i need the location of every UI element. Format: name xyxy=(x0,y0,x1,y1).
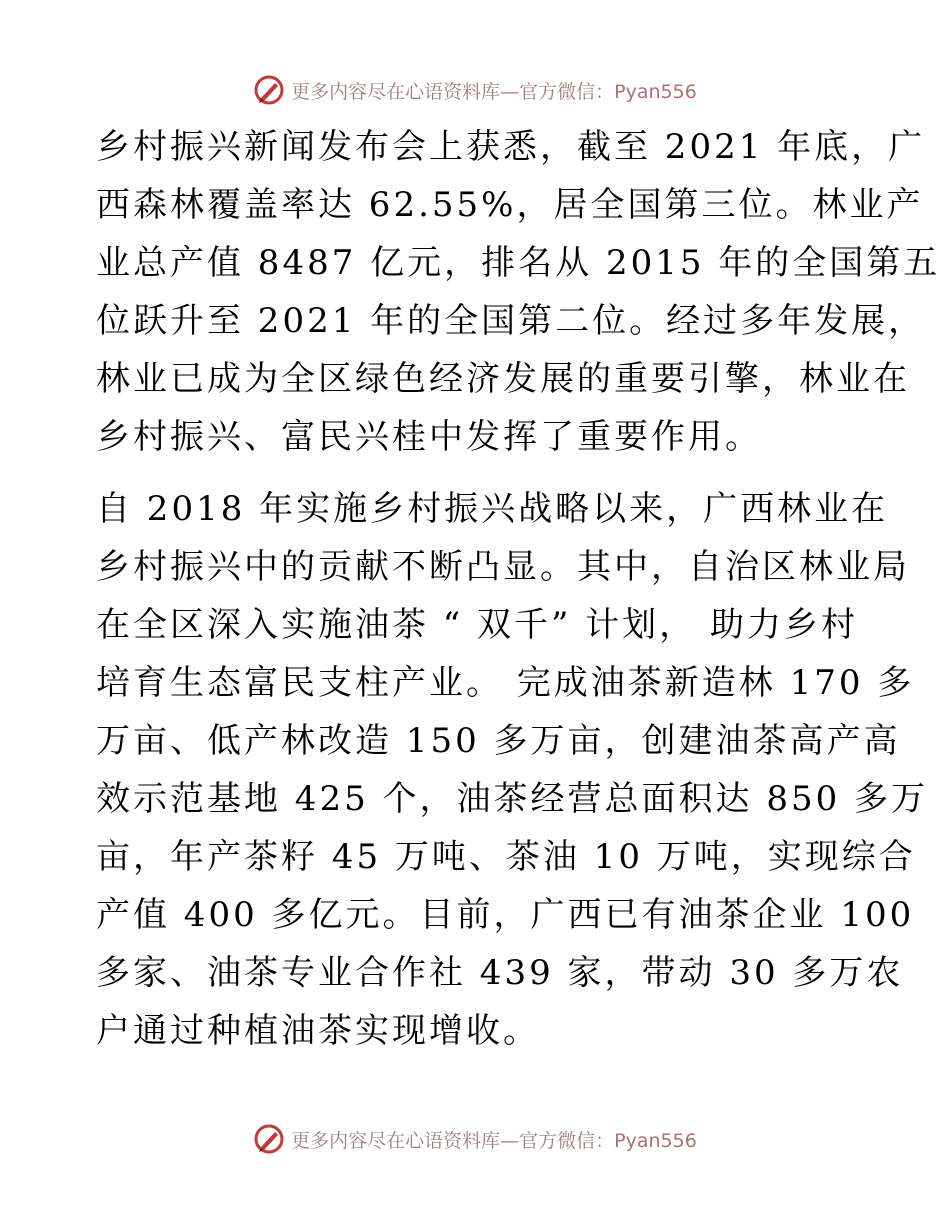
pen-logo-icon xyxy=(253,1123,285,1155)
footer-watermark xyxy=(0,1119,950,1159)
watermark-text: 更多内容尽在心语资料库—官方微信：Pyan556 xyxy=(291,1129,697,1152)
text-line: 户通过种植油茶实现增收。 xyxy=(96,1011,540,1051)
text-line: 乡村振兴中的贡献不断凸显。其中，自治区林业局 xyxy=(96,547,910,587)
text-line: 乡村振兴、富民兴桂中发挥了重要作用。 xyxy=(96,417,762,457)
text-line: 林业已成为全区绿色经济发展的重要引擎，林业在 xyxy=(96,359,910,399)
text-line: 培育生态富民支柱产业。 完成油茶新造林 170 多 xyxy=(96,663,915,703)
text-line: 效示范基地 425 个，油茶经营总面积达 850 多万 xyxy=(96,779,929,819)
watermark-text: 更多内容尽在心语资料库—官方微信：Pyan556 xyxy=(291,80,697,103)
document-body xyxy=(96,118,941,1060)
text-line: 自 2018 年实施乡村振兴战略以来，广西林业在 xyxy=(96,489,889,529)
header-watermark xyxy=(0,70,950,110)
text-line: 在全区深入实施油茶 “ 双千” 计划， 助力乡村 xyxy=(96,605,858,645)
text-line: 产值 400 多亿元。目前，广西已有油茶企业 100 xyxy=(96,895,915,935)
text-line: 多家、油茶专业合作社 439 家，带动 30 多万农 xyxy=(96,953,904,993)
text-line: 位跃升至 2021 年的全国第二位。经过多年发展， xyxy=(96,301,926,341)
text-line: 业总产值 8487 亿元，排名从 2015 年的全国第五 xyxy=(96,243,941,283)
paragraph-1 xyxy=(96,118,941,466)
text-line: 西森林覆盖率达 62.55%，居全国第三位。林业产 xyxy=(96,185,924,225)
pen-logo-icon xyxy=(253,74,285,106)
paragraph-2 xyxy=(96,480,929,1060)
text-line: 亩，年产茶籽 45 万吨、茶油 10 万吨，实现综合 xyxy=(96,837,916,877)
text-line: 乡村振兴新闻发布会上获悉，截至 2021 年底，广 xyxy=(96,127,926,167)
text-line: 万亩、低产林改造 150 多万亩，创建油茶高产高 xyxy=(96,721,901,761)
